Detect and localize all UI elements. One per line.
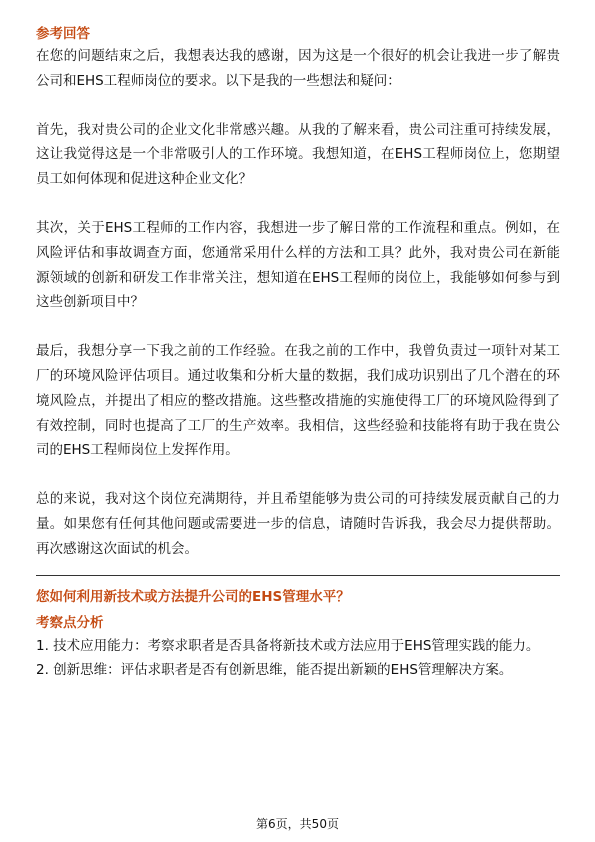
paragraph-gap — [36, 94, 560, 118]
paragraph-gap — [36, 463, 560, 487]
answer-paragraph-intro: 在您的问题结束之后，我想表达我的感谢，因为这是一个很好的机会让我进一步了解贵公司和EHS工程师岗位的要求。以下是我的一些想法和疑问： — [36, 48, 560, 89]
paragraph-gap — [36, 315, 560, 339]
analysis-item-2: 2. 创新思维：评估求职者是否有创新思维，能否提出新颖的EHS管理解决方案。 — [36, 662, 513, 679]
analysis-heading: 考察点分析 — [36, 614, 104, 631]
page-content — [36, 24, 560, 683]
next-question-title: 您如何利用新技术或方法提升公司的EHS管理水平？ — [36, 588, 350, 605]
analysis-item-1: 1. 技术应用能力：考察求职者是否具备将新技术或方法应用于EHS管理实践的能力。 — [36, 637, 540, 654]
answer-paragraph-second: 其次，关于EHS工程师的工作内容，我想进一步了解日常的工作流程和重点。例如，在风险评估和事故调查方面，您通常采用什么样的方法和工具？此外，我对贵公司在新能源领域的创新和研发工作非常关注，想知道在EHS工程师的岗位上，我能够如何参与到这些创新项目中？ — [36, 219, 560, 311]
section-divider — [36, 575, 560, 576]
page-number: 第6页，共50页 — [256, 817, 339, 831]
answer-paragraph-summary: 总的来说，我对这个岗位充满期待，并且希望能够为贵公司的可持续发展贡献自己的力量。如果您有任何其他问题或需要进一步的信息，请随时告诉我，我会尽力提供帮助。再次感谢这次面试的机会。 — [36, 491, 560, 557]
paragraph-gap — [36, 192, 560, 216]
answer-heading: 参考回答 — [36, 26, 90, 42]
answer-paragraph-first: 首先，我对贵公司的企业文化非常感兴趣。从我的了解来看，贵公司注重可持续发展，这让我觉得这是一个非常吸引人的工作环境。我想知道，在EHS工程师岗位上，您期望员工如何体现和促进这种企业文化？ — [36, 121, 560, 188]
answer-paragraph-last: 最后，我想分享一下我之前的工作经验。在我之前的工作中，我曾负责过一项针对某工厂的环境风险评估项目。通过收集和分析大量的数据，我们成功识别出了几个潜在的环境风险点，并提出了相应的整改措施。这些整改措施的实施使得工厂的环境风险得到了有效控制，同时也提高了工厂的生产效率。我相信，这些经验和技能将有助于我在贵公司的EHS工程师岗位上发挥作用。 — [36, 343, 560, 459]
